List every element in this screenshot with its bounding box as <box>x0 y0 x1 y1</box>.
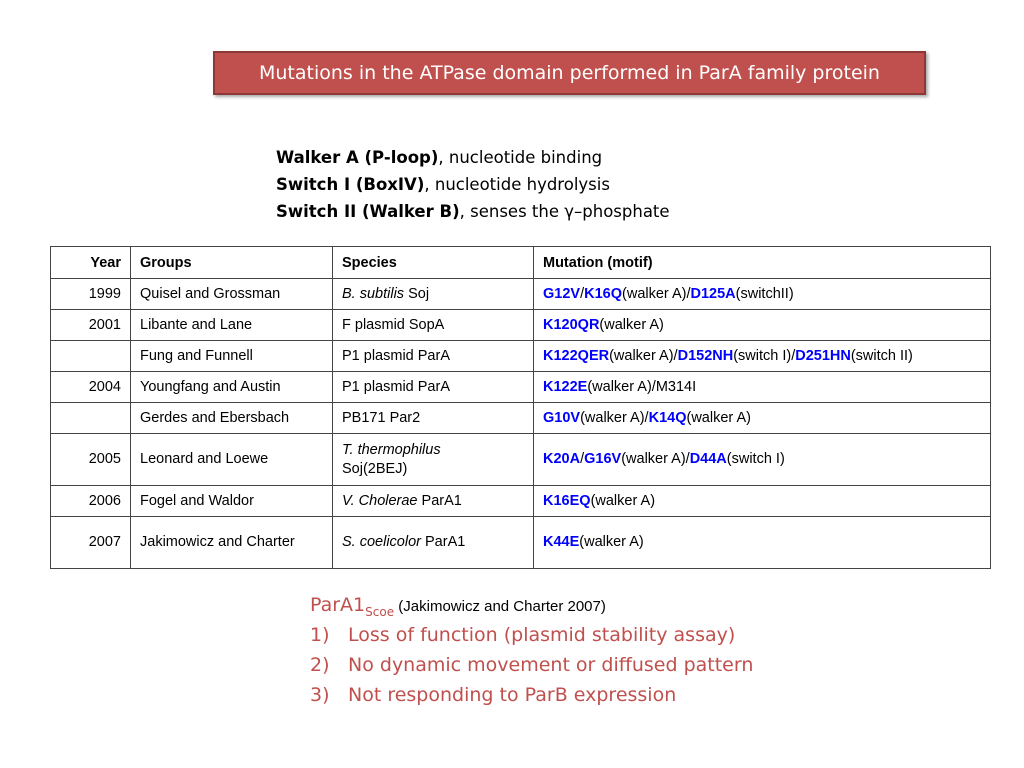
header-mutation: Mutation (motif) <box>534 247 991 279</box>
note-item: 1) Loss of function (plasmid stability assay) <box>310 624 736 646</box>
table-row <box>51 434 991 486</box>
cell-year: 2004 <box>51 372 131 403</box>
motif-text: (switchII) <box>735 286 794 302</box>
mutation-code: K16EQ <box>543 493 591 509</box>
note-reference: (Jakimowicz and Charter 2007) <box>394 598 606 615</box>
species-text: P1 plasmid ParA <box>342 348 450 364</box>
cell-mutation <box>534 372 991 403</box>
mutation-code: K122QER <box>543 348 610 364</box>
cell-year: 2001 <box>51 310 131 341</box>
motif-switch-ii: Switch II (Walker B), senses the γ–phosphate <box>276 202 670 221</box>
note-heading: $ParA1_{Scoe}$ (Jakimowicz and Charter 2007) <box>310 594 606 619</box>
mutation-code: K44E <box>543 534 580 550</box>
note-item: 3) Not responding to ParB expression <box>310 684 677 706</box>
table-row <box>51 403 991 434</box>
motif-text: (walker A)/ <box>621 451 690 467</box>
cell-species <box>333 434 534 486</box>
mutation-code: K14Q <box>648 410 687 426</box>
motif-text: (walker A)/M314I <box>587 379 697 395</box>
cell-species <box>333 341 534 372</box>
header-species: Species <box>333 247 534 279</box>
motif-text: (walker A)/ <box>580 410 649 426</box>
note-item: 2) No dynamic movement or diffused pattern <box>310 654 754 676</box>
cell-group: Quisel and Grossman <box>131 279 333 310</box>
table-row <box>51 372 991 403</box>
motif-switch-i: Switch I (BoxIV), nucleotide hydrolysis <box>276 175 610 194</box>
motif-text: (walker A) <box>579 534 644 550</box>
species-italic: B. subtilis <box>342 286 405 302</box>
species-italic: S. coelicolor <box>342 534 421 550</box>
motif-walker-a: Walker A (P-loop), nucleotide binding <box>276 148 603 167</box>
header-year: Year <box>51 247 131 279</box>
table-body <box>51 279 991 569</box>
cell-mutation <box>534 310 991 341</box>
mutation-code: D44A <box>689 451 727 467</box>
motif-text: (walker A) <box>686 410 751 426</box>
cell-species <box>333 486 534 517</box>
cell-year <box>51 341 131 372</box>
motif-text: / <box>580 286 585 302</box>
cell-mutation <box>534 279 991 310</box>
mutation-code: G12V <box>543 286 581 302</box>
species-text: ParA1 <box>417 493 462 509</box>
species-italic: V. Cholerae <box>342 493 418 509</box>
cell-year: 2006 <box>51 486 131 517</box>
motif-text: (switch II) <box>850 348 913 364</box>
cell-species <box>333 517 534 569</box>
mutation-code: D251HN <box>795 348 851 364</box>
mutation-code: D125A <box>690 286 736 302</box>
table-header-row <box>51 247 991 279</box>
mutation-code: K122E <box>543 379 588 395</box>
cell-group: Gerdes and Ebersbach <box>131 403 333 434</box>
motif-text: / <box>580 451 585 467</box>
species-italic: T. thermophilus <box>342 441 441 458</box>
para1-note <box>310 590 753 710</box>
motif-text: (walker A)/ <box>622 286 691 302</box>
cell-group: Fogel and Waldor <box>131 486 333 517</box>
table-row <box>51 517 991 569</box>
species-text: F plasmid SopA <box>342 317 445 333</box>
cell-mutation <box>534 403 991 434</box>
cell-year: 2007 <box>51 517 131 569</box>
cell-year <box>51 403 131 434</box>
motif-text: (walker A)/ <box>609 348 678 364</box>
motif-text: (walker A) <box>599 317 664 333</box>
mutation-code: K120QR <box>543 317 600 333</box>
species-text: ParA1 <box>420 534 466 550</box>
table-row <box>51 279 991 310</box>
mutation-code: G10V <box>543 410 581 426</box>
cell-group: Fung and Funnell <box>131 341 333 372</box>
slide-title: Mutations in the ATPase domain performed in ParA family protein <box>213 51 926 95</box>
header-groups: Groups <box>131 247 333 279</box>
cell-species <box>333 372 534 403</box>
motif-list <box>276 144 670 225</box>
cell-mutation <box>534 434 991 486</box>
species-text: Soj(2BEJ) <box>342 460 408 477</box>
mutation-code: K16Q <box>584 286 623 302</box>
species-text: PB171 Par2 <box>342 410 421 426</box>
mutation-code: K20A <box>543 451 581 467</box>
motif-text: (walker A) <box>590 493 656 509</box>
cell-group: Jakimowicz and Charter <box>131 517 333 569</box>
species-text: Soj <box>404 286 430 302</box>
cell-species <box>333 403 534 434</box>
cell-group: Youngfang and Austin <box>131 372 333 403</box>
cell-species <box>333 279 534 310</box>
cell-year: 2005 <box>51 434 131 486</box>
mutation-table <box>50 246 991 569</box>
motif-text: (switch I) <box>726 451 785 467</box>
table-row <box>51 486 991 517</box>
table-row <box>51 310 991 341</box>
motif-text: (switch I)/ <box>733 348 796 364</box>
cell-mutation <box>534 517 991 569</box>
table-row <box>51 341 991 372</box>
cell-mutation <box>534 341 991 372</box>
cell-group: Libante and Lane <box>131 310 333 341</box>
mutation-code: D152NH <box>677 348 734 364</box>
species-text: P1 plasmid ParA <box>342 379 450 395</box>
mutation-code: G16V <box>584 451 622 467</box>
cell-group: Leonard and Loewe <box>131 434 333 486</box>
cell-mutation <box>534 486 991 517</box>
cell-species <box>333 310 534 341</box>
cell-year: 1999 <box>51 279 131 310</box>
